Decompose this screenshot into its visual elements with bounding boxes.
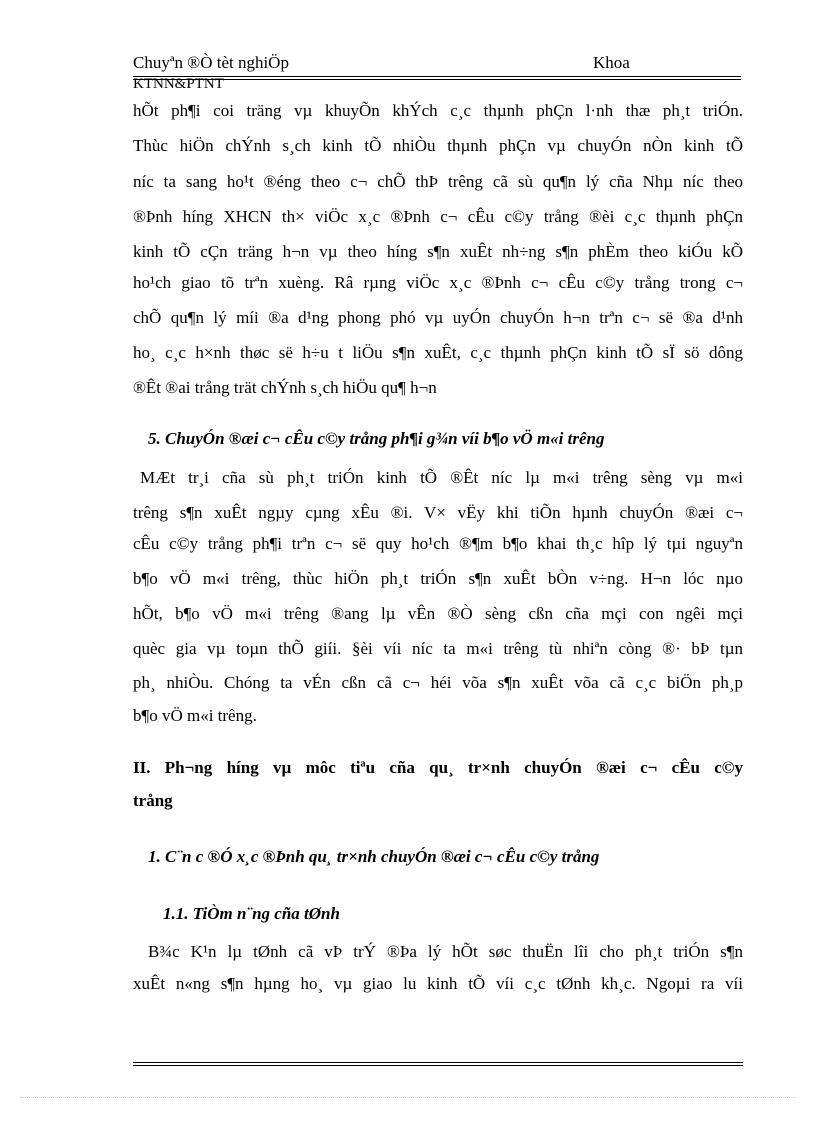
paragraph-line: chÕ qu¶n lý míi ®a d¹ng phong phó vµ uyÓn chuyÓn h¬n trªn c¬ së ®a d¹nh [133, 308, 743, 327]
paragraph-line: ®Þnh híng XHCN th× viÖc x¸c ®Þnh c¬ cÊu c©y trång ®èi c¸c thµnh phÇn [133, 207, 743, 226]
paragraph-line: hÕt, b¶o vÖ m«i trêng ®ang lµ vÊn ®Ò sèng cßn cña mçi con ngêi mçi [133, 604, 743, 623]
paragraph-line: b¶o vÖ m«i trêng, thùc hiÖn ph¸t triÓn s¶n xuÊt bÒn v÷ng. H¬n lóc nµo [133, 569, 743, 588]
page-edge-divider [20, 1097, 796, 1098]
paragraph-line: quèc gia vµ toµn thÕ giíi. §èi víi níc ta m«i trêng tù nhiªn còng ®· bÞ tµn [133, 639, 743, 658]
header-rule [133, 76, 741, 77]
paragraph-line: ho¹ch giao tõ trªn xuèng. Râ rµng viÖc x¸c ®Þnh c¬ cÊu c©y trång trong c¬ [133, 273, 743, 292]
header-title: Chuyªn ®Ò tèt nghiÖp [133, 53, 289, 72]
header-department: Khoa [593, 53, 630, 72]
paragraph-line: trêng s¶n xuÊt ngµy cµng xÊu ®i. V× vËy khi tiÕn hµnh chuyÓn ®æi c¬ [133, 503, 743, 522]
paragraph-line: ho¸ c¸c h×nh thøc së h÷u t liÖu s¶n xuÊt, c¸c thµnh phÇn kinh tÕ sÏ sö dông [133, 343, 743, 362]
footer-rule [133, 1062, 743, 1063]
paragraph-line: B¾c K¹n lµ tØnh cã vÞ trÝ ®Þa lý hÕt søc thuËn lîi cho ph¸t triÓn s¶n [148, 942, 743, 961]
paragraph-line: b¶o vÖ m«i trêng. [133, 706, 257, 725]
chapter-heading: II. Ph¬ng híng vµ môc tiªu cña qu¸ tr×nh chuyÓn ®æi c¬ cÊu c©y [133, 758, 743, 777]
paragraph-line: cÊu c©y trång ph¶i trªn c¬ së quy ho¹ch ®¶m b¶o khai th¸c hîp lý tµi nguyªn [133, 534, 743, 553]
paragraph-line: kinh tÕ cÇn träng h¬n vµ theo híng s¶n xuÊt nh÷ng s¶n phÈm theo kiÓu kÕ [133, 242, 743, 261]
subsection-heading: 1.1. TiÒm n¨ng cña tØnh [163, 904, 340, 923]
paragraph-line: hÕt ph¶i coi träng vµ khuyÕn khÝch c¸c thµnh phÇn l·nh thæ ph¸t triÓn. [133, 101, 743, 120]
section-heading: 5. ChuyÓn ®æi c¬ cÊu c©y trång ph¶i g¾n víi b¶o vÖ m«i trêng [148, 429, 605, 448]
paragraph-line: xuÊt n«ng s¶n hµng ho¸ vµ giao lu kinh tÕ víi c¸c tØnh kh¸c. Ngoµi ra víi [133, 974, 743, 993]
paragraph-line: Thùc hiÖn chÝnh s¸ch kinh tÕ nhiÒu thµnh phÇn vµ chuyÓn nÒn kinh tÕ [133, 136, 743, 155]
chapter-heading: trång [133, 791, 173, 810]
header-rule [133, 79, 741, 80]
section-heading: 1. C¨n c ®Ó x¸c ®Þnh qu¸ tr×nh chuyÓn ®æi c¬ cÊu c©y trång [148, 847, 600, 866]
paragraph-line: ph¸ nhiÒu. Chóng ta vÉn cßn cã c¬ héi võa s¶n xuÊt võa cã c¸c biÖn ph¸p [133, 673, 743, 692]
paragraph-line: ®Êt ®ai trång trät chÝnh s¸ch hiÖu qu¶ h¬n [133, 378, 437, 397]
footer-rule [133, 1065, 743, 1066]
paragraph-line: níc ta sang ho¹t ®éng theo c¬ chÕ thÞ trêng cã sù qu¶n lý cña Nhµ níc theo [133, 172, 743, 191]
header-department-continuation: KTNN&PTNT [133, 76, 224, 92]
paragraph-line: MÆt tr¸i cña sù ph¸t triÓn kinh tÕ ®Êt níc lµ m«i trêng sèng vµ m«i [140, 468, 743, 487]
